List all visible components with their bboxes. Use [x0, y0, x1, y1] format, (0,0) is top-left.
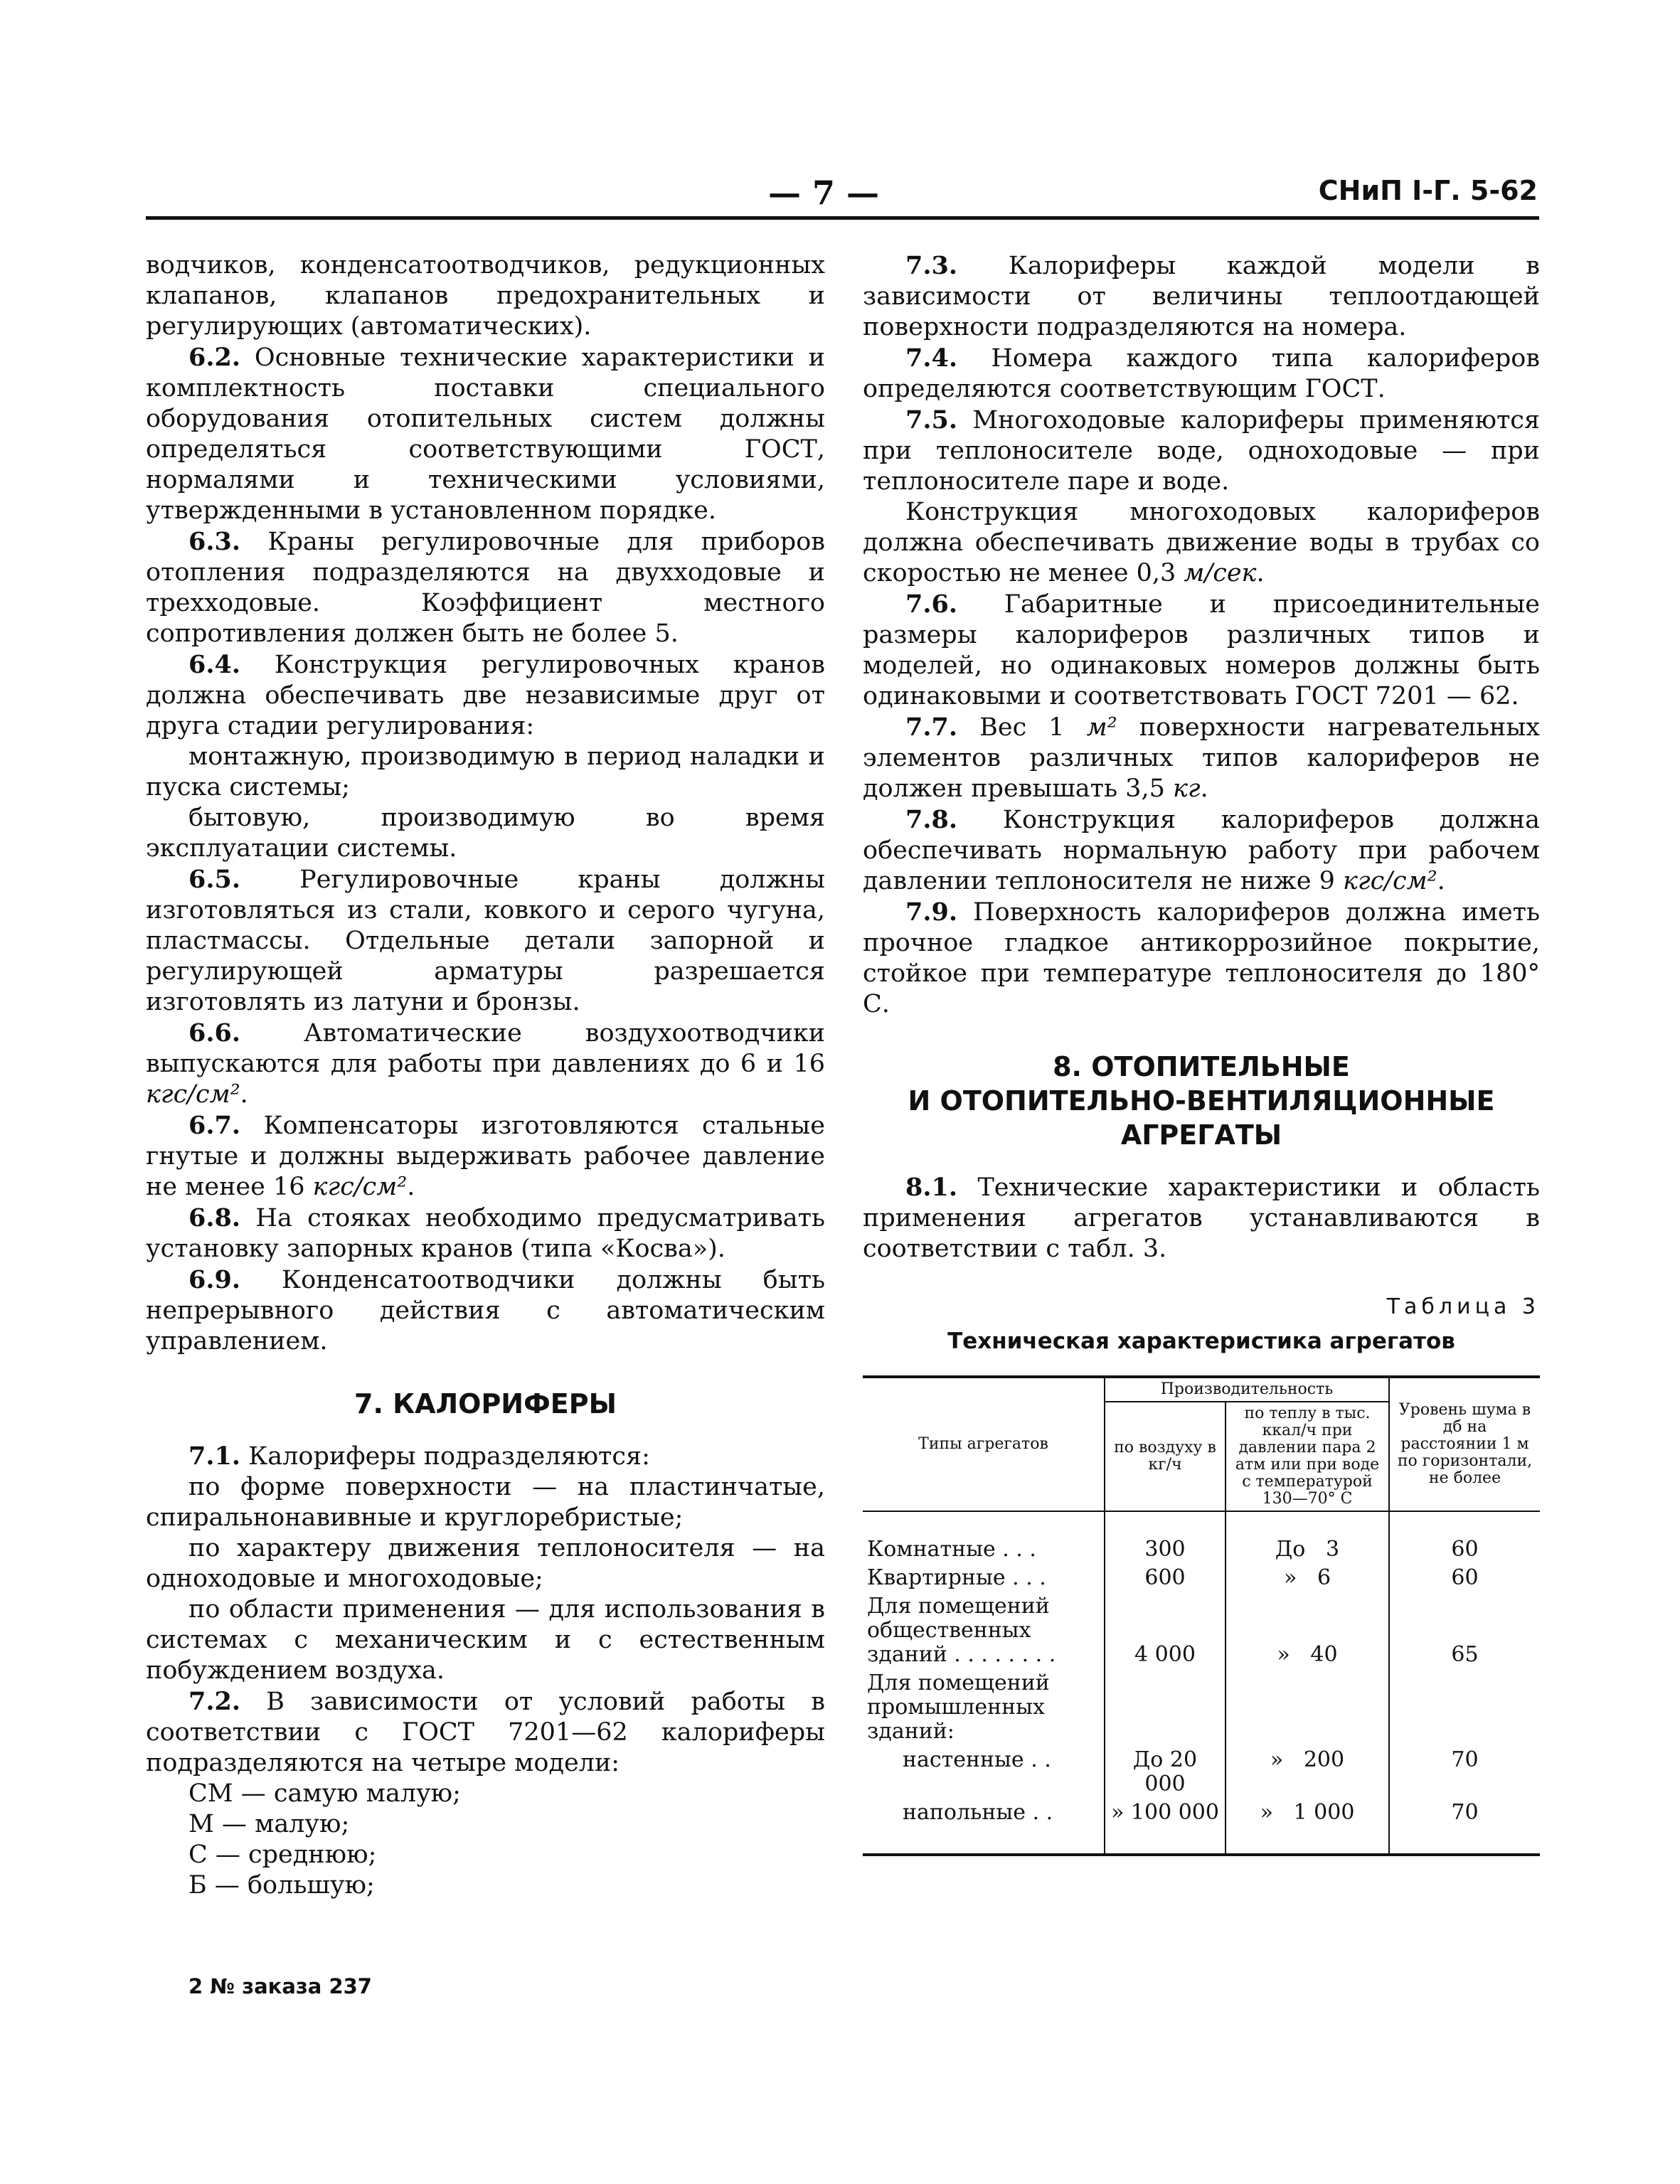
paragraph-text: Поверхность калориферов должна иметь прочное гладкое антикоррозийное покрытие, стойкое при температуре теплоносителя до 180° С. — [863, 898, 1540, 1018]
cell-air: 600 — [1105, 1564, 1226, 1592]
section-8-heading-line-3: АГРЕГАТЫ — [1120, 1119, 1282, 1151]
footer-order-number: 2 № заказа 237 — [188, 1974, 372, 1998]
paragraph-7-6 — [863, 589, 1540, 712]
heat-prefix: До — [1275, 1537, 1306, 1562]
paragraph-number: 7.2. — [188, 1687, 241, 1716]
cell-noise: 60 — [1389, 1511, 1540, 1564]
paragraph-end: . — [240, 1080, 248, 1109]
paragraph-text: Калориферы подразделяются: — [240, 1442, 650, 1471]
paragraph-7-2 — [146, 1686, 825, 1779]
paragraph-text: Основные технические характеристики и комплектность поставки специального оборудования отопительных систем должны определяться соответствующими ГОСТ, нормалями и техническими условиями, утвержденными в установленном порядке. — [146, 343, 825, 525]
paragraph-number: 6.5. — [188, 865, 241, 894]
paragraph-6-8 — [146, 1203, 825, 1264]
paragraph-7-8 — [863, 804, 1540, 897]
paragraph-7-1-b: по характеру движения теплоносителя — на одноходовые и многоходовые; — [146, 1534, 825, 1593]
paragraph-number: 6.7. — [188, 1111, 241, 1140]
cell-type: Для помещений промышленных зданий: — [867, 1671, 1050, 1744]
paragraph-7-5-a — [863, 497, 1540, 589]
paragraph-end: . — [1200, 774, 1208, 803]
table-row — [863, 1746, 1540, 1799]
paragraph-7-9 — [863, 897, 1540, 1020]
paragraph-7-1-c: по области применения — для использования в системах с механическим и с естественным побуждением воздуха. — [146, 1595, 825, 1685]
heat-value: 6 — [1317, 1565, 1331, 1590]
cell-air — [1105, 1669, 1226, 1746]
table-row — [863, 1564, 1540, 1592]
cell-noise: 70 — [1389, 1746, 1540, 1799]
aggregates-table — [863, 1375, 1540, 1856]
paragraph-7-1 — [146, 1441, 825, 1472]
paragraph-text: Многоходовые калориферы применяются при теплоносителе воде, одноходовые — при теплоносителе паре и воде. — [863, 406, 1540, 496]
paragraph-number: 6.3. — [188, 527, 241, 556]
table-title: Техническая характеристика агрегатов — [947, 1328, 1455, 1354]
cell-air: 4 000 — [1105, 1592, 1226, 1669]
section-8-heading-line-1: 8. ОТОПИТЕЛЬНЫЕ — [1053, 1051, 1350, 1082]
cell-type: настенные . . — [903, 1747, 1051, 1772]
model-item: СМ — самую малую; — [188, 1779, 461, 1808]
table-row — [863, 1799, 1540, 1855]
paragraph-number: 7.5. — [905, 405, 958, 435]
paragraph-number: 7.3. — [905, 251, 958, 280]
table-label: Таблица 3 — [1386, 1294, 1540, 1319]
cell-noise: 70 — [1389, 1799, 1540, 1855]
paragraph-6-5 — [146, 864, 825, 1018]
cell-noise: 65 — [1389, 1592, 1540, 1669]
heat-value: 200 — [1303, 1747, 1345, 1772]
heat-prefix: » — [1260, 1800, 1273, 1825]
paragraph-end: . — [1256, 559, 1265, 587]
heat-prefix: » — [1283, 1565, 1297, 1590]
header-noise-level: Уровень шума в дб на расстоянии 1 м по горизонтали, не более — [1389, 1377, 1540, 1511]
cell-air: » 100 000 — [1105, 1799, 1226, 1855]
paragraph-number: 7.7. — [905, 713, 958, 742]
paragraph-text: Конструкция калориферов должна обеспечивать нормальную работу при рабочем давлении теплоносителя не ниже 9 — [863, 806, 1540, 895]
paragraph-text: Краны регулировочные для приборов отопления подразделяются на двухходовые и трехходовые. Коэффициент местного сопротивления должен быть не более 5. — [146, 528, 825, 648]
paragraph-number: 7.4. — [905, 343, 958, 373]
header-heat-capacity: по теплу в тыс. ккал/ч при давлении пара 2 атм или при воде с температурой 130—70° С — [1226, 1402, 1389, 1511]
paragraph-7-4 — [863, 343, 1540, 405]
cell-type: Квартирные . . . — [867, 1565, 1046, 1590]
heat-value: 3 — [1325, 1537, 1340, 1562]
heat-prefix: » — [1270, 1747, 1284, 1772]
paragraph-number: 7.9. — [905, 897, 958, 927]
paragraph-6-7 — [146, 1110, 825, 1203]
paragraph-7-1-a: по форме поверхности — на пластинчатые, спиральнонавивные и круглоребристые; — [146, 1473, 825, 1532]
cell-noise: 60 — [1389, 1564, 1540, 1592]
header-air-capacity: по воздуху в кг/ч — [1105, 1402, 1226, 1511]
paragraph-text: Регулировочные краны должны изготовляться из стали, ковкого и серого чугуна, пластмассы. Отдельные детали запорной и регулирующей арматуры разрешается изготовлять из латуни и бронзы. — [146, 865, 825, 1016]
cell-heat — [1226, 1669, 1389, 1746]
paragraph-number: 7.1. — [188, 1442, 241, 1471]
paragraph-6-2 — [146, 342, 825, 526]
cell-heat — [1226, 1592, 1389, 1669]
document-code: СНиП I-Г. 5-62 — [1318, 175, 1538, 206]
paragraph-7-3 — [863, 250, 1540, 343]
cell-air: До 20 000 — [1105, 1746, 1226, 1799]
section-8-heading-line-2: И ОТОПИТЕЛЬНО-ВЕНТИЛЯЦИОННЫЕ — [908, 1085, 1495, 1117]
paragraph-number: 6.8. — [188, 1203, 241, 1232]
paragraph-number: 7.8. — [905, 805, 958, 834]
paragraph-text: Конденсатоотводчики должны быть непрерывного действия с автоматическим управлением. — [146, 1266, 825, 1355]
model-item: Б — большую; — [188, 1871, 375, 1900]
paragraph-number: 6.2. — [188, 343, 241, 372]
intro-paragraph: водчиков, конденсатоотводчиков, редукционных клапанов, клапанов предохранительных и регулирующих (автоматических). — [146, 251, 825, 341]
paragraph-number: 7.6. — [905, 590, 958, 619]
paragraph-number: 6.9. — [188, 1265, 241, 1294]
paragraph-text: поверхности нагревательных элементов различных типов калориферов не должен превышать 3,5 — [863, 713, 1540, 803]
paragraph-text: В зависимости от условий работы в соответствии с ГОСТ 7201—62 калориферы подразделяются на четыре модели: — [146, 1688, 825, 1777]
cell-type: Для помещений общественных зданий . . . . . . . . — [867, 1594, 1056, 1667]
cell-air: 300 — [1105, 1511, 1226, 1564]
table-row — [863, 1511, 1540, 1564]
page-number: — 7 — — [768, 174, 880, 212]
paragraph-number: 8.1. — [905, 1173, 958, 1202]
paragraph-text: Конструкция многоходовых калориферов должна обеспечивать движение воды в трубах со скоростью не менее 0,3 — [863, 498, 1540, 587]
unit: кгс/см² — [146, 1080, 240, 1109]
cell-heat — [1226, 1511, 1389, 1564]
unit: м/сек — [1184, 559, 1257, 587]
paragraph-text: Автоматические воздухоотводчики выпускаются для работы при давлениях до 6 и 16 — [146, 1019, 825, 1078]
paragraph-text: Конструкция регулировочных кранов должна обеспечивать две независимые друг от друга стадии регулирования: — [146, 651, 825, 740]
heat-value: 40 — [1310, 1642, 1338, 1667]
model-item: М — малую; — [188, 1810, 350, 1838]
cell-noise — [1389, 1669, 1540, 1746]
paragraph-text: Габаритные и присоединительные размеры калориферов различных типов и моделей, но одинаковых номеров должны быть одинаковыми и соответствовать ГОСТ 7201 — 62. — [863, 590, 1540, 710]
paragraph-number: 6.4. — [188, 650, 241, 679]
right-column — [863, 250, 1540, 1856]
paragraph-6-6 — [146, 1018, 825, 1110]
paragraph-text: Компенсаторы изготовляются стальные гнутые и должны выдерживать рабочее давление не менее 16 — [146, 1112, 825, 1201]
paragraph-text: Калориферы каждой модели в зависимости от величины теплоотдающей поверхности подразделяются на номера. — [863, 252, 1540, 341]
paragraph-text: Номера каждого типа калориферов определяются соответствующим ГОСТ. — [863, 344, 1540, 403]
unit: кгс/см² — [312, 1173, 408, 1201]
header-unit-types: Типы агрегатов — [863, 1377, 1105, 1511]
paragraph-text: Технические характеристики и область применения агрегатов устанавливаются в соответствии с табл. 3. — [863, 1173, 1540, 1263]
cell-heat — [1226, 1746, 1389, 1799]
header-rule — [146, 216, 1539, 220]
header-performance: Производительность — [1105, 1377, 1389, 1402]
cell-type: Комнатные . . . — [867, 1537, 1036, 1562]
heat-value: 1 000 — [1293, 1800, 1355, 1825]
paragraph-end: . — [407, 1173, 415, 1201]
paragraph-6-4-a: монтажную, производимую в период наладки и пуска системы; — [146, 742, 825, 801]
cell-type: напольные . . — [903, 1800, 1053, 1825]
unit: м² — [1086, 713, 1117, 742]
paragraph-8-1 — [863, 1172, 1540, 1264]
cell-heat — [1226, 1564, 1389, 1592]
table-row — [863, 1592, 1540, 1669]
paragraph-7-7 — [863, 712, 1540, 804]
left-column — [146, 250, 825, 1901]
paragraph-end: . — [1437, 867, 1445, 895]
unit: кгс/см² — [1342, 867, 1437, 895]
paragraph-text: На стояках необходимо предусматривать установку запорных кранов (типа «Косва»). — [146, 1204, 825, 1263]
section-7-heading: 7. КАЛОРИФЕРЫ — [354, 1388, 617, 1419]
heat-prefix: » — [1277, 1642, 1290, 1667]
paragraph-number: 6.6. — [188, 1018, 241, 1048]
cell-heat — [1226, 1799, 1389, 1855]
paragraph-6-9 — [146, 1264, 825, 1357]
paragraph-6-4-b: бытовую, производимую во время эксплуатации системы. — [146, 804, 825, 863]
model-item: С — среднюю; — [188, 1841, 377, 1869]
unit: кг — [1172, 774, 1201, 803]
paragraph-6-4 — [146, 649, 825, 742]
paragraph-7-5 — [863, 405, 1540, 497]
paragraph-text: Вес 1 — [957, 713, 1087, 742]
table-row — [863, 1669, 1540, 1746]
paragraph-6-3 — [146, 526, 825, 649]
